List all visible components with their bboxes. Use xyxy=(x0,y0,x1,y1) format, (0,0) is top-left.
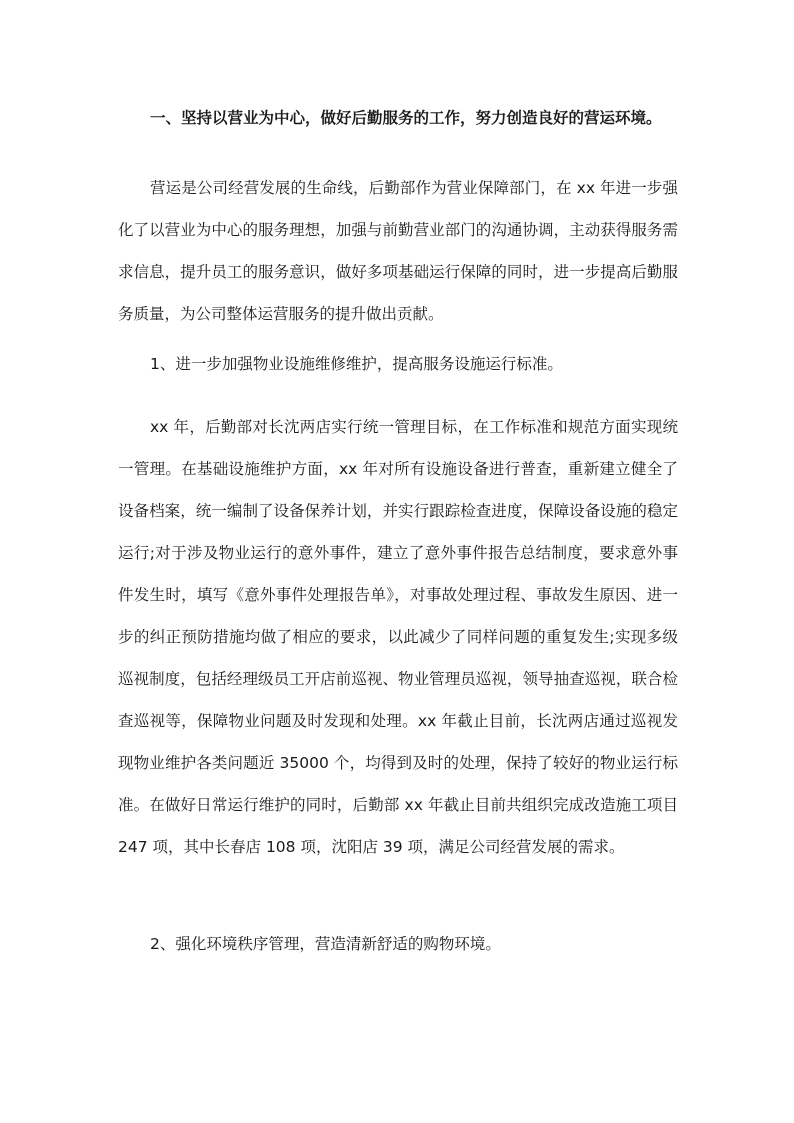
body-paragraph-1: 营运是公司经营发展的生命线，后勤部作为营业保障部门，在 xx 年进一步强化了以营业为中心的服务理想，加强与前勤营业部门的沟通协调，主动获得服务需求信息，提升员工的服务意识，做好多项基础运行保障的同时，进一步提高后勤服务质量，为公司整体运营服务的提升做出贡献。 xyxy=(118,179,678,323)
subheading-1: 1、进一步加强物业设施维修维护，提高服务设施运行标准。 xyxy=(150,355,563,373)
subheading-2: 2、强化环境秩序管理，营造清新舒适的购物环境。 xyxy=(150,935,501,953)
section-heading: 一、坚持以营业为中心，做好后勤服务的工作，努力创造良好的营运环境。 xyxy=(150,109,662,127)
body-paragraph-2: xx 年，后勤部对长沈两店实行统一管理目标，在工作标准和规范方面实现统一管理。在基础设施维护方面，xx 年对所有设施设备进行普查，重新建立健全了设备档案，统一编制了设备保养计划，并实行跟踪检查进度，保障设备设施的稳定运行;对于涉及物业运行的意外事件，建立了意外事件报告总结制度，要求意外事件发生时，填写《意外事件处理报告单》，对事故处理过程、事故发生原因、进一步的纠正预防措施均做了相应的要求，以此减少了同样问题的重复发生;实现多级巡视制度，包括经理级员工开店前巡视、物业管理员巡视，领导抽查巡视，联合检查巡视等，保障物业问题及时发现和处理。xx 年截止目前，长沈两店通过巡视发现物业维护各类问题近 35000 个，均得到及时的处理，保持了较好的物业运行标准。在做好日常运行维护的同时，后勤部 xx 年截止目前共组织完成改造施工项目 247 项，其中长春店 108 项，沈阳店 39 项，满足公司经营发展的需求。 xyxy=(118,418,678,856)
